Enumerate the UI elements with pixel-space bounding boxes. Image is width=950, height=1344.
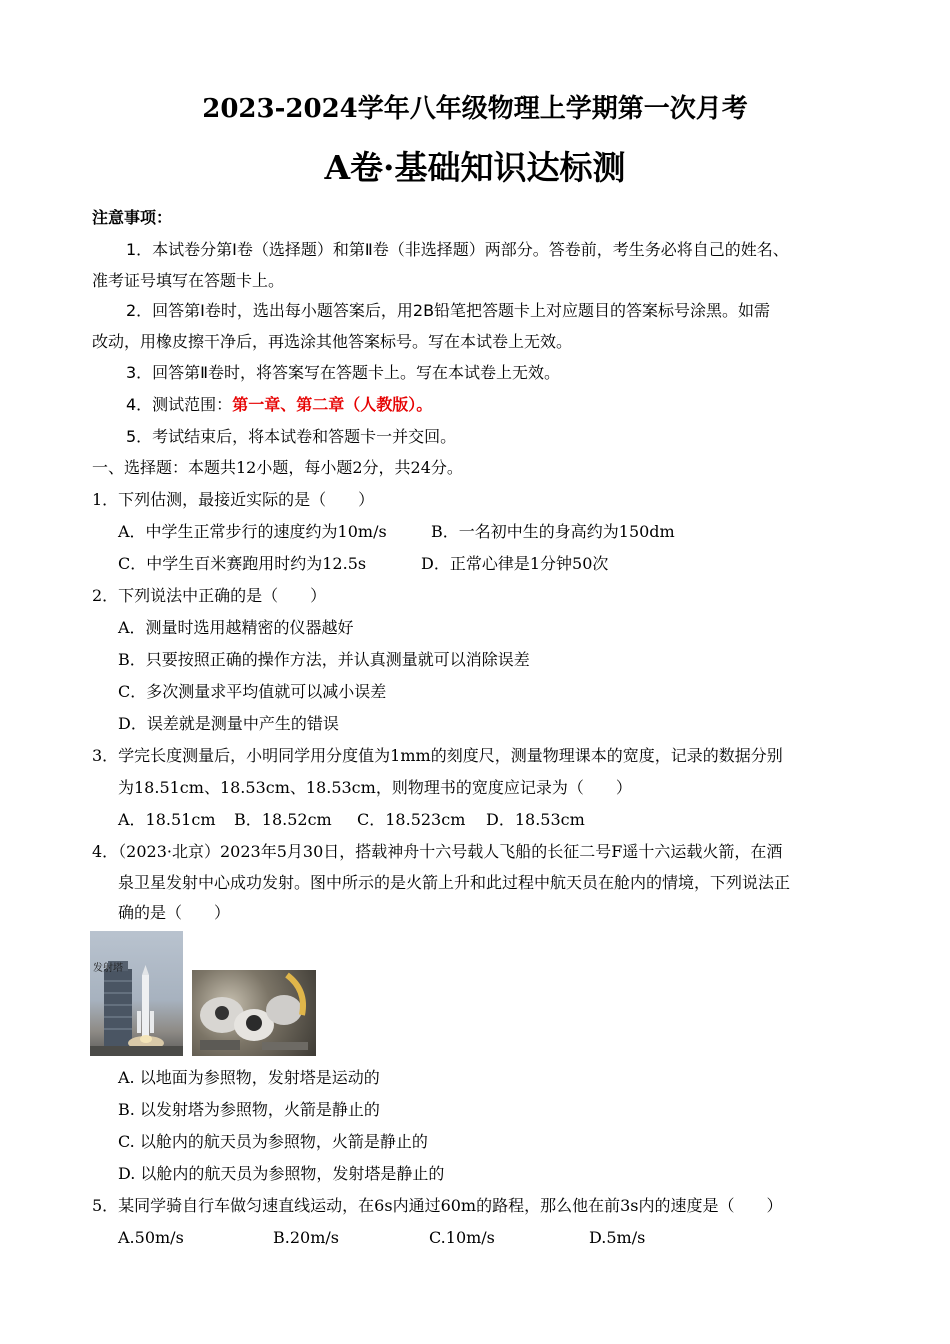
q3-stem-line1: 3．学完长度测量后，小明同学用分度值为1mm的刻度尺，测量物理课本的宽度，记录的数据分别 — [92, 746, 783, 765]
astronaut-cabin-image — [192, 970, 316, 1056]
q3-option-c: C．18.523cm — [357, 810, 466, 829]
notice-item-2-cont: 改动，用橡皮擦干净后，再选涂其他答案标号。写在本试卷上无效。 — [92, 332, 573, 351]
q4-option-a: A. 以地面为参照物，发射塔是运动的 — [118, 1068, 380, 1087]
notice-item-4-label: 4．测试范围： — [126, 395, 233, 414]
q4-stem-line2: 泉卫星发射中心成功发射。图中所示的是火箭上升和此过程中航天员在舱内的情境，下列说法正 — [118, 873, 791, 892]
q5-stem: 5．某同学骑自行车做匀速直线运动，在6s内通过60m的路程，那么他在前3s内的速度是（ ） — [92, 1196, 783, 1215]
q2-stem: 2．下列说法中正确的是（ ） — [92, 586, 327, 605]
q1-option-d: D．正常心律是1分钟50次 — [421, 554, 609, 573]
q2-option-a: A．测量时选用越精密的仪器越好 — [118, 618, 354, 637]
q3-stem-line2: 为18.51cm、18.53cm、18.53cm，则物理书的宽度应记录为（ ） — [118, 778, 632, 797]
q4-stem-line3: 确的是（ ） — [118, 903, 231, 922]
q1-option-a: A．中学生正常步行的速度约为10m/s — [118, 522, 387, 541]
notice-item-1-cont: 准考证号填写在答题卡上。 — [92, 271, 285, 290]
q2-option-c: C．多次测量求平均值就可以减小误差 — [118, 682, 387, 701]
q4-option-b: B. 以发射塔为参照物，火箭是静止的 — [118, 1100, 380, 1119]
q5-option-d: D.5m/s — [589, 1228, 646, 1247]
notice-item-4 — [126, 394, 432, 416]
q1-option-b: B．一名初中生的身高约为150dm — [431, 522, 675, 541]
launch-tower-drawing — [90, 931, 183, 1056]
q2-option-d: D．误差就是测量中产生的错误 — [118, 714, 339, 733]
launch-tower-image — [90, 931, 183, 1056]
notice-item-5: 5．考试结束后，将本试卷和答题卡一并交回。 — [126, 427, 457, 446]
notice-heading: 注意事项： — [92, 208, 173, 227]
page-subtitle: A卷·基础知识达标测 — [324, 148, 626, 187]
q1-option-c: C．中学生百米赛跑用时约为12.5s — [118, 554, 367, 573]
tower-label: 发射塔 — [93, 963, 123, 974]
section-heading: 一、选择题：本题共12小题，每小题2分，共24分。 — [92, 458, 463, 477]
test-scope: 第一章、第二章（人教版）。 — [232, 395, 433, 414]
q2-option-b: B．只要按照正确的操作方法，并认真测量就可以消除误差 — [118, 650, 530, 669]
q3-option-a: A．18.51cm — [118, 810, 216, 829]
q4-stem-line1: 4．（2023·北京）2023年5月30日，搭载神舟十六号载人飞船的长征二号F遥十六运载火箭，在酒 — [92, 842, 783, 861]
q1-stem: 1．下列估测，最接近实际的是（ ） — [92, 490, 375, 509]
q3-option-b: B．18.52cm — [234, 810, 332, 829]
page-title: 2023-2024学年八年级物理上学期第一次月考 — [202, 94, 748, 124]
q5-option-b: B.20m/s — [273, 1228, 339, 1247]
q5-option-c: C.10m/s — [429, 1228, 495, 1247]
astronaut-cabin-drawing — [192, 970, 316, 1056]
q5-option-a: A.50m/s — [118, 1228, 184, 1247]
q4-option-c: C. 以舱内的航天员为参照物，火箭是静止的 — [118, 1132, 428, 1151]
notice-item-3: 3．回答第Ⅱ卷时，将答案写在答题卡上。写在本试卷上无效。 — [126, 363, 561, 382]
notice-item-1: 1．本试卷分第Ⅰ卷（选择题）和第Ⅱ卷（非选择题）两部分。答卷前，考生务必将自己的姓名、 — [126, 240, 789, 259]
q4-option-d: D. 以舱内的航天员为参照物，发射塔是静止的 — [118, 1164, 445, 1183]
q3-option-d: D．18.53cm — [486, 810, 585, 829]
notice-item-2: 2．回答第Ⅰ卷时，选出每小题答案后，用2B铅笔把答题卡上对应题目的答案标号涂黑。如需 — [126, 301, 771, 320]
